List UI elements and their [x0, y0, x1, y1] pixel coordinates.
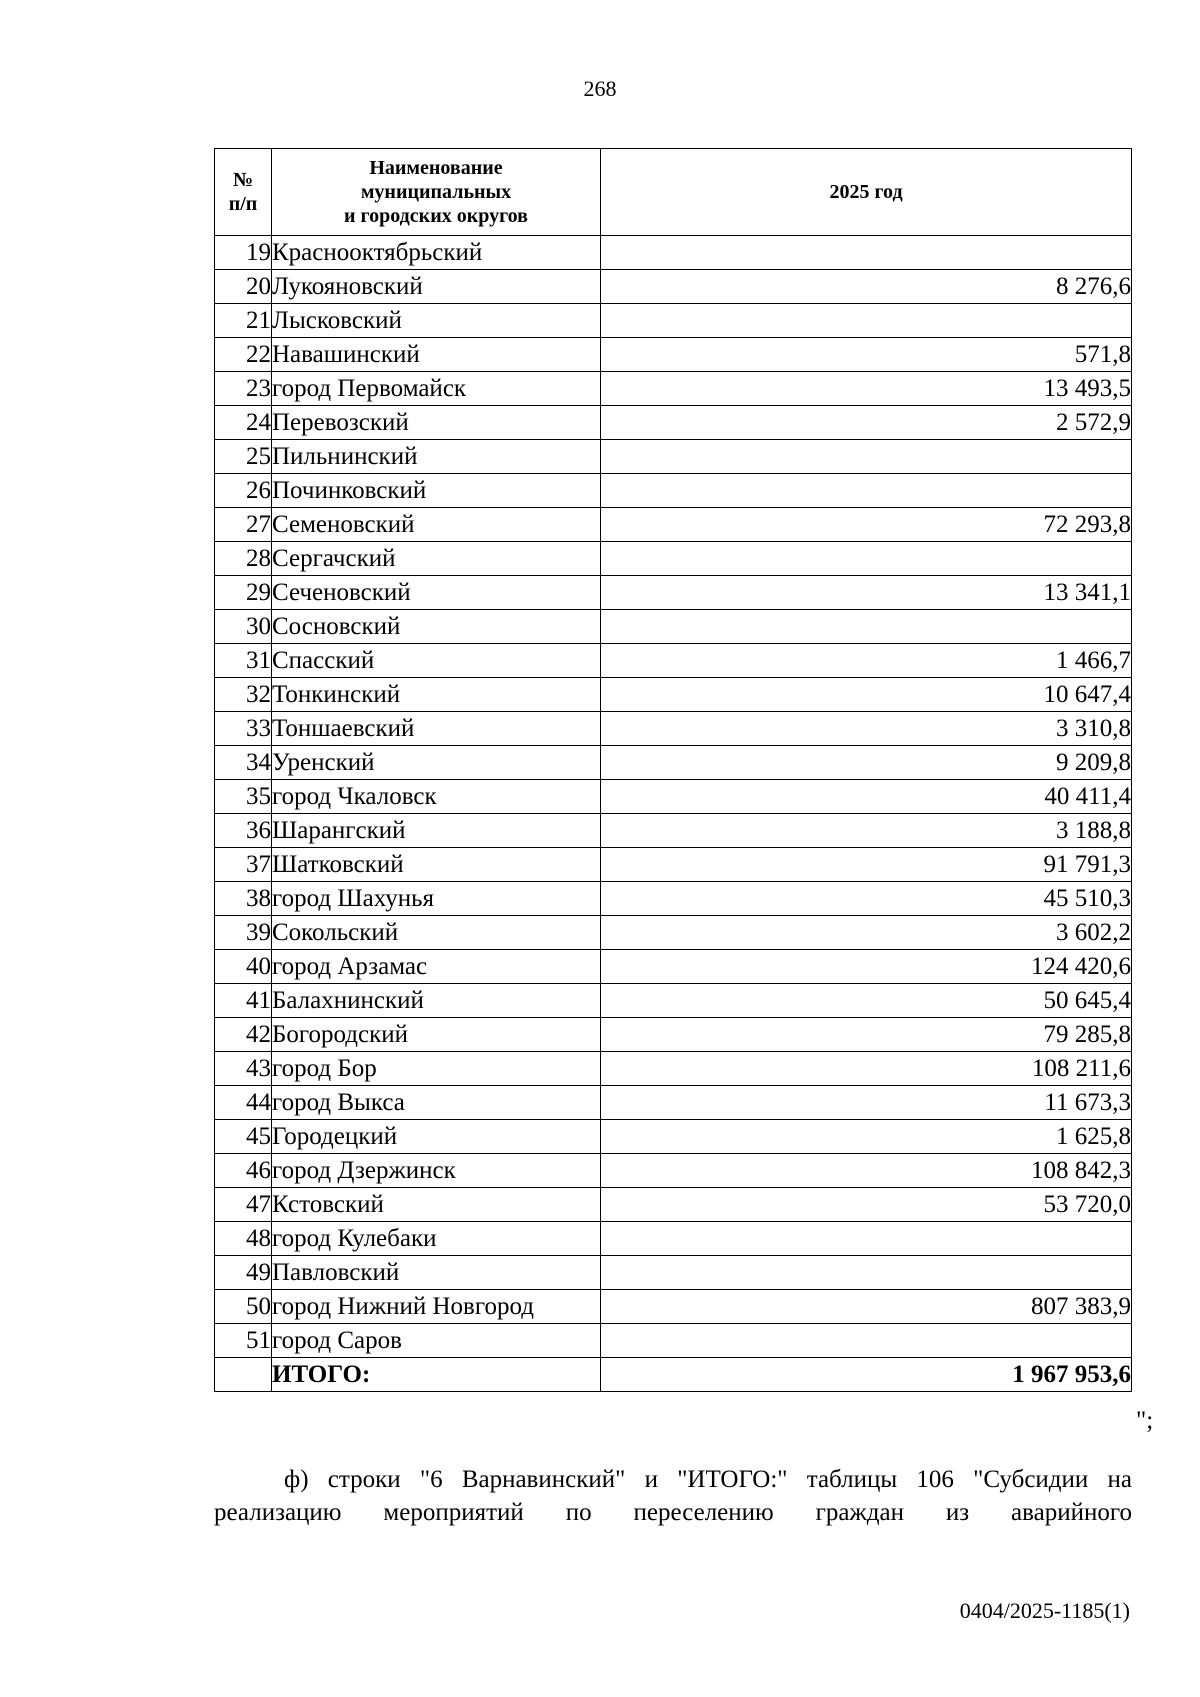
row-value: 11 673,3	[601, 1086, 1132, 1120]
total-value: 1 967 953,6	[601, 1358, 1132, 1392]
row-number: 44	[215, 1086, 272, 1120]
row-number: 21	[215, 304, 272, 338]
district-name: Кстовский	[272, 1188, 601, 1222]
table-body	[215, 236, 1132, 1358]
table-row	[215, 984, 1132, 1018]
row-value: 40 411,4	[601, 780, 1132, 814]
district-name: Починковский	[272, 474, 601, 508]
row-value	[601, 440, 1132, 474]
district-name: город Арзамас	[272, 950, 601, 984]
district-name: Краснооктябрьский	[272, 236, 601, 270]
row-number: 20	[215, 270, 272, 304]
row-value: 571,8	[601, 338, 1132, 372]
district-name: город Чкаловск	[272, 780, 601, 814]
table-row	[215, 882, 1132, 916]
table-row	[215, 1086, 1132, 1120]
row-number: 34	[215, 746, 272, 780]
district-name: Семеновский	[272, 508, 601, 542]
row-value	[601, 542, 1132, 576]
paragraph-line: ф) строки "6 Варнавинский" и "ИТОГО:" таблицы 106 "Субсидии на	[284, 1466, 1132, 1493]
row-number: 23	[215, 372, 272, 406]
row-number: 50	[215, 1290, 272, 1324]
table-row	[215, 814, 1132, 848]
row-number: 35	[215, 780, 272, 814]
district-name: Сокольский	[272, 916, 601, 950]
subsidy-table-container	[214, 148, 1132, 1392]
table-row	[215, 644, 1132, 678]
district-name: Тоншаевский	[272, 712, 601, 746]
table-row	[215, 270, 1132, 304]
row-value: 1 625,8	[601, 1120, 1132, 1154]
district-name: Павловский	[272, 1256, 601, 1290]
district-name: Тонкинский	[272, 678, 601, 712]
row-value: 13 341,1	[601, 576, 1132, 610]
row-number: 45	[215, 1120, 272, 1154]
row-value: 807 383,9	[601, 1290, 1132, 1324]
row-value: 50 645,4	[601, 984, 1132, 1018]
district-name: Спасский	[272, 644, 601, 678]
row-number: 51	[215, 1324, 272, 1358]
header-num	[215, 149, 272, 236]
row-value: 45 510,3	[601, 882, 1132, 916]
district-name: Лукояновский	[272, 270, 601, 304]
document-code: 0404/2025-1185(1)	[959, 1598, 1130, 1623]
row-value: 1 466,7	[601, 644, 1132, 678]
row-number: 49	[215, 1256, 272, 1290]
district-name: Лысковский	[272, 304, 601, 338]
row-number: 42	[215, 1018, 272, 1052]
table-row	[215, 1154, 1132, 1188]
row-value: 108 842,3	[601, 1154, 1132, 1188]
row-value: 72 293,8	[601, 508, 1132, 542]
district-name: город Саров	[272, 1324, 601, 1358]
table-row	[215, 474, 1132, 508]
row-value	[601, 1222, 1132, 1256]
table-row	[215, 508, 1132, 542]
header-name-line: муниципальных	[360, 181, 512, 203]
district-name: город Кулебаки	[272, 1222, 601, 1256]
paragraph-line: реализацию мероприятий по переселению граждан из аварийного	[214, 1499, 1132, 1526]
table-row	[215, 610, 1132, 644]
table-row	[215, 916, 1132, 950]
header-name-line: Наименование	[369, 157, 503, 179]
header-num-line: п/п	[228, 193, 258, 215]
district-name: Сосновский	[272, 610, 601, 644]
district-name: город Выкса	[272, 1086, 601, 1120]
row-value: 79 285,8	[601, 1018, 1132, 1052]
subsidy-table	[214, 148, 1132, 1392]
row-value	[601, 236, 1132, 270]
row-value: 91 791,3	[601, 848, 1132, 882]
row-value: 10 647,4	[601, 678, 1132, 712]
row-value	[601, 474, 1132, 508]
row-number: 19	[215, 236, 272, 270]
row-value: 108 211,6	[601, 1052, 1132, 1086]
header-num-line: №	[232, 169, 254, 191]
district-name: город Дзержинск	[272, 1154, 601, 1188]
table-row	[215, 1324, 1132, 1358]
table-row	[215, 576, 1132, 610]
row-number: 41	[215, 984, 272, 1018]
row-number: 33	[215, 712, 272, 746]
row-value: 2 572,9	[601, 406, 1132, 440]
row-value: 3 188,8	[601, 814, 1132, 848]
row-number: 28	[215, 542, 272, 576]
row-number: 31	[215, 644, 272, 678]
row-value: 13 493,5	[601, 372, 1132, 406]
district-name: город Нижний Новгород	[272, 1290, 601, 1324]
district-name: Шатковский	[272, 848, 601, 882]
district-name: Балахнинский	[272, 984, 601, 1018]
district-name: Богородский	[272, 1018, 601, 1052]
table-row	[215, 746, 1132, 780]
body-paragraph	[214, 1463, 1132, 1529]
table-row	[215, 338, 1132, 372]
row-value	[601, 610, 1132, 644]
table-row	[215, 678, 1132, 712]
district-name: Сеченовский	[272, 576, 601, 610]
row-value: 124 420,6	[601, 950, 1132, 984]
district-name: Сергачский	[272, 542, 601, 576]
table-row	[215, 440, 1132, 474]
table-row	[215, 1256, 1132, 1290]
table-row	[215, 1120, 1132, 1154]
row-number: 48	[215, 1222, 272, 1256]
header-name-line: и городских округов	[344, 205, 528, 227]
row-number: 43	[215, 1052, 272, 1086]
row-number: 36	[215, 814, 272, 848]
row-number: 30	[215, 610, 272, 644]
row-value: 9 209,8	[601, 746, 1132, 780]
header-year: 2025 год	[601, 149, 1132, 236]
table-row	[215, 712, 1132, 746]
header-name	[272, 149, 601, 236]
table-row	[215, 1018, 1132, 1052]
table-row	[215, 542, 1132, 576]
table-row	[215, 848, 1132, 882]
table-row	[215, 1222, 1132, 1256]
row-value: 8 276,6	[601, 270, 1132, 304]
row-number: 26	[215, 474, 272, 508]
district-name: Навашинский	[272, 338, 601, 372]
row-number: 25	[215, 440, 272, 474]
table-header-row	[215, 149, 1132, 236]
district-name: Пильнинский	[272, 440, 601, 474]
table-row	[215, 304, 1132, 338]
closing-quote: ";	[1136, 1407, 1154, 1434]
district-name: Перевозский	[272, 406, 601, 440]
row-number: 46	[215, 1154, 272, 1188]
table-row	[215, 1188, 1132, 1222]
row-number: 37	[215, 848, 272, 882]
district-name: город Шахунья	[272, 882, 601, 916]
district-name: Городецкий	[272, 1120, 601, 1154]
page-number: 268	[583, 76, 617, 101]
row-value	[601, 1256, 1132, 1290]
row-value: 3 310,8	[601, 712, 1132, 746]
district-name: Шарангский	[272, 814, 601, 848]
district-name: город Бор	[272, 1052, 601, 1086]
row-number: 29	[215, 576, 272, 610]
row-number: 47	[215, 1188, 272, 1222]
table-row	[215, 406, 1132, 440]
row-value: 3 602,2	[601, 916, 1132, 950]
table-row	[215, 236, 1132, 270]
row-value: 53 720,0	[601, 1188, 1132, 1222]
row-value	[601, 304, 1132, 338]
row-number: 39	[215, 916, 272, 950]
row-number: 32	[215, 678, 272, 712]
row-number: 38	[215, 882, 272, 916]
total-row	[215, 1358, 1132, 1392]
table-row	[215, 780, 1132, 814]
table-row	[215, 1290, 1132, 1324]
table-row	[215, 950, 1132, 984]
row-number: 40	[215, 950, 272, 984]
total-num-cell	[215, 1358, 272, 1392]
row-number: 27	[215, 508, 272, 542]
row-value	[601, 1324, 1132, 1358]
row-number: 22	[215, 338, 272, 372]
table-row	[215, 1052, 1132, 1086]
district-name: город Первомайск	[272, 372, 601, 406]
district-name: Уренский	[272, 746, 601, 780]
table-row	[215, 372, 1132, 406]
total-label: ИТОГО:	[272, 1358, 601, 1392]
row-number: 24	[215, 406, 272, 440]
